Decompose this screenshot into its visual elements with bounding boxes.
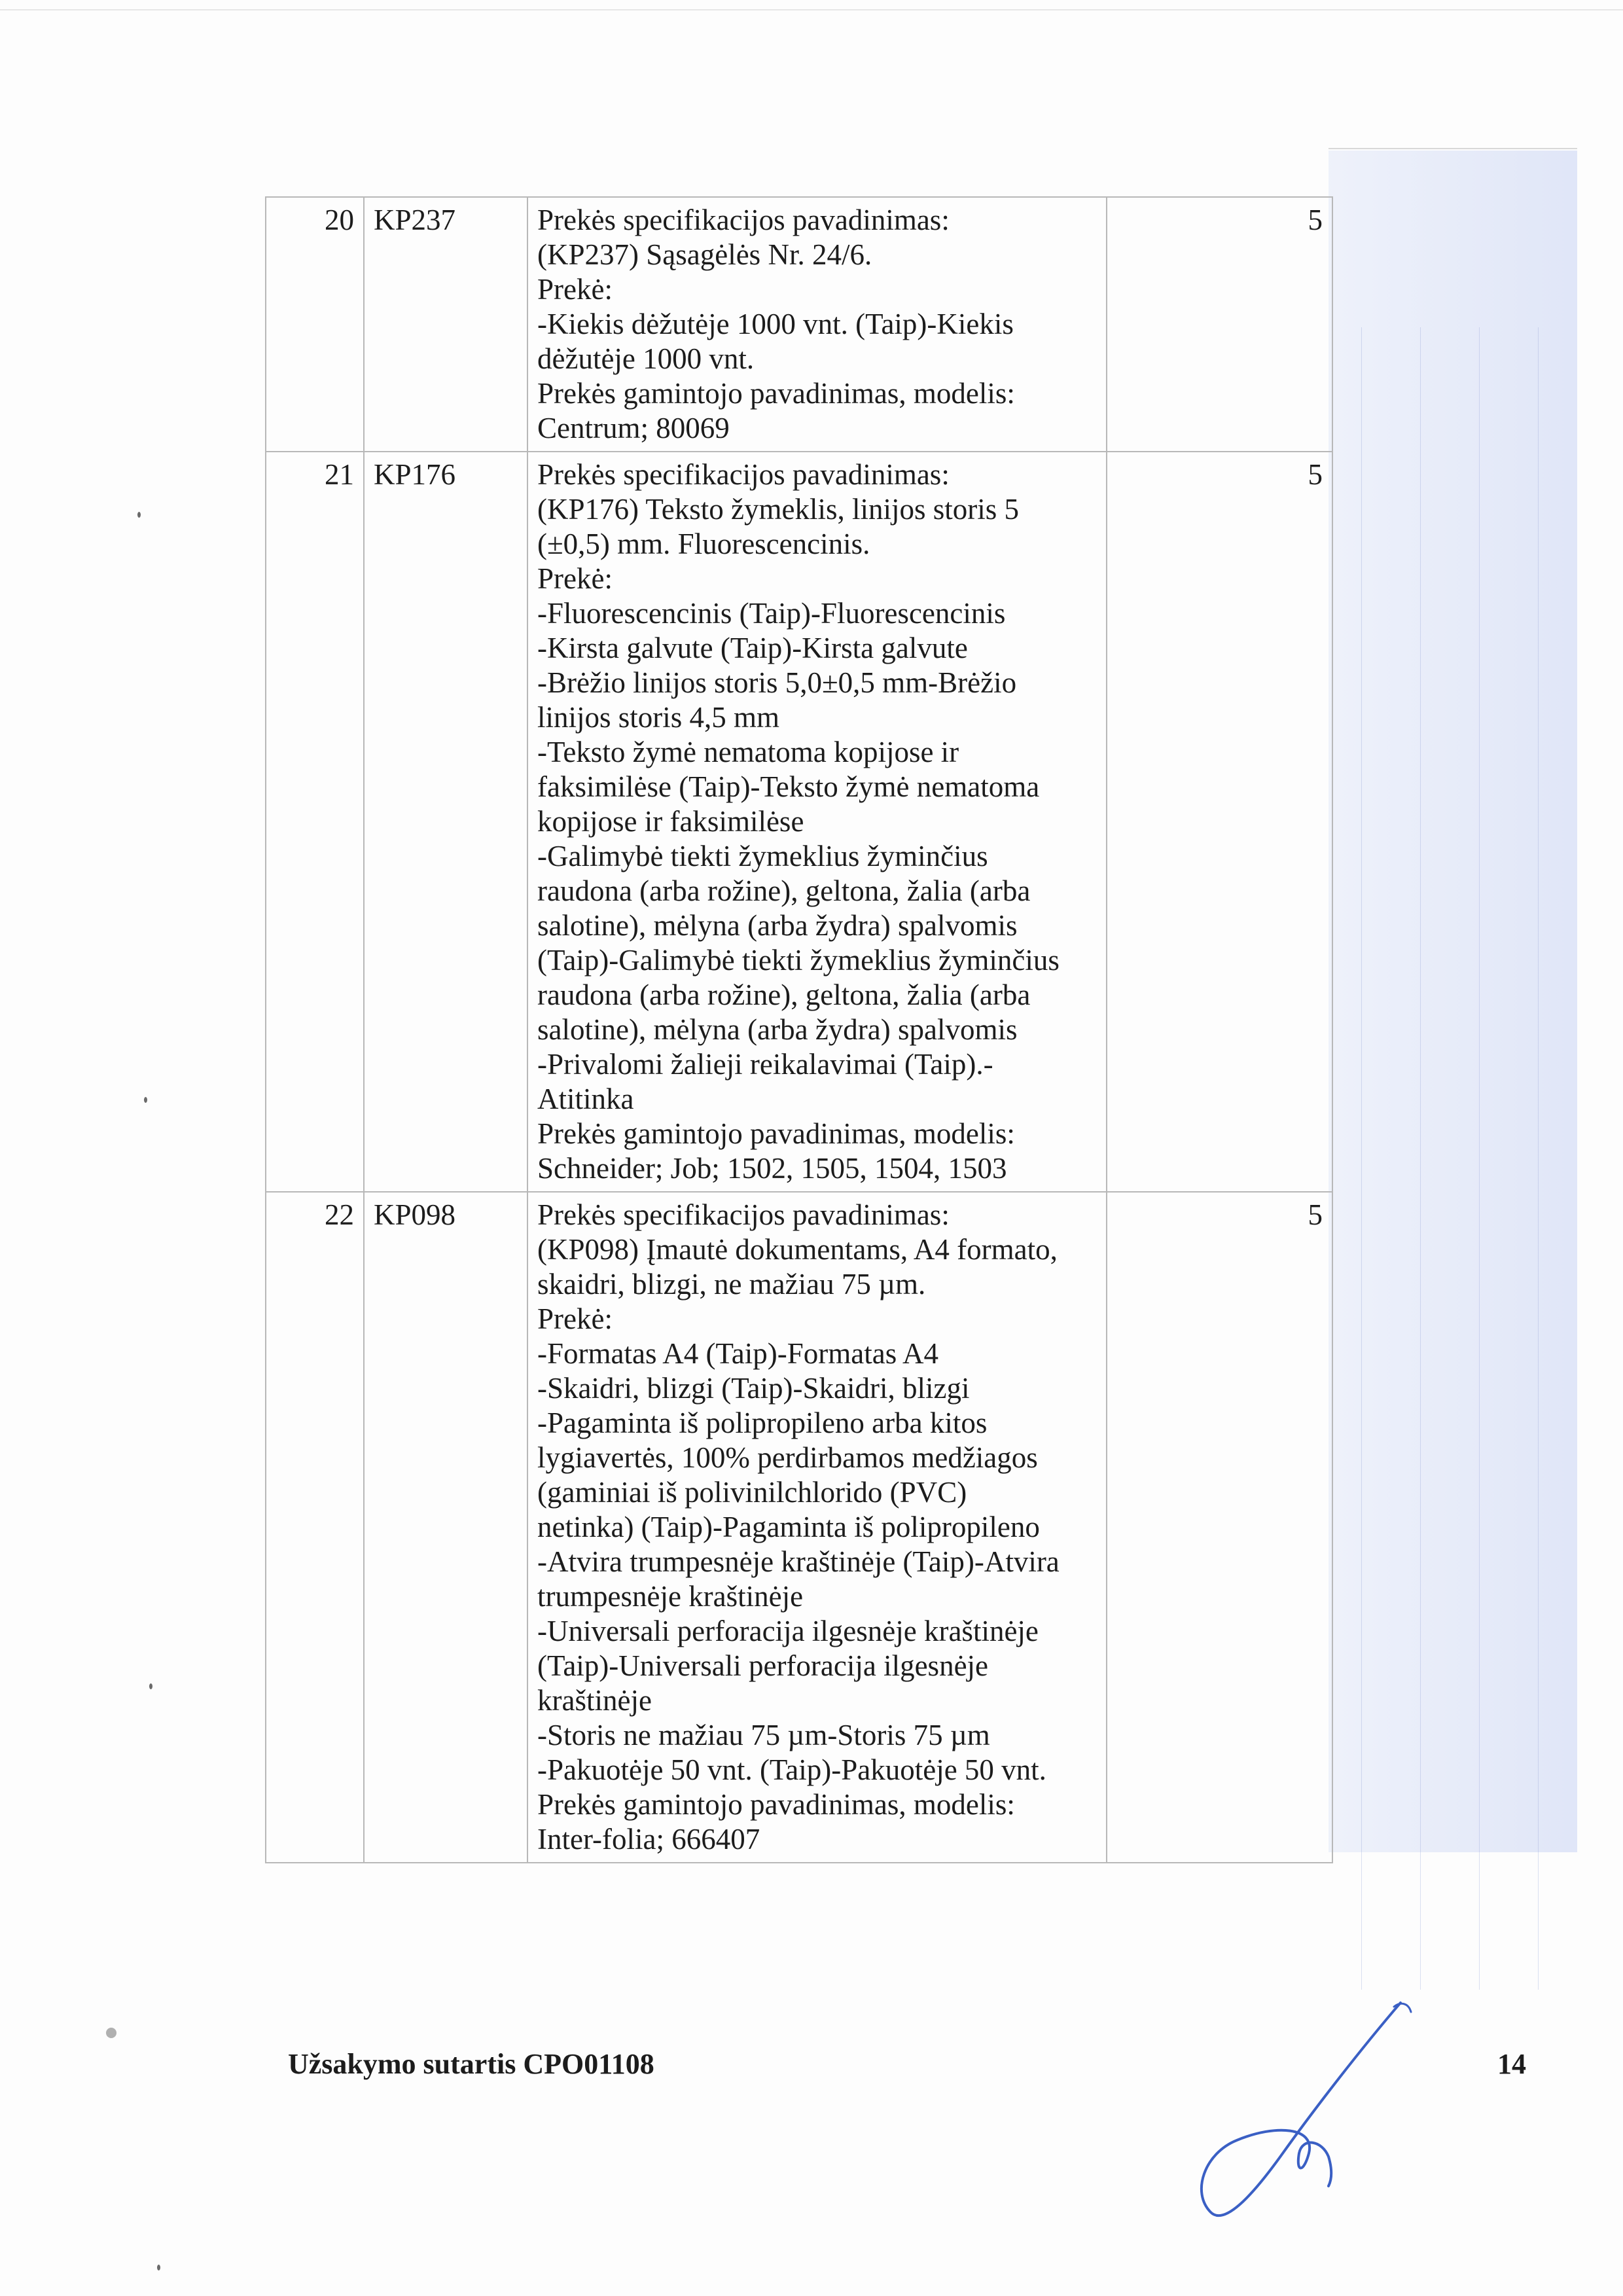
- product-specification: [527, 452, 1107, 1192]
- footer-contract-title: Užsakymo sutartis CPO01108: [288, 2048, 654, 2080]
- scan-speck: [144, 1097, 147, 1103]
- specification-line: Prekės specifikacijos pavadinimas:: [537, 1198, 950, 1231]
- specification-line: Prekė:: [537, 562, 613, 595]
- specification-line: raudona (arba rožine), geltona, žalia (arba: [537, 874, 1031, 907]
- specification-line: -Galimybė tiekti žymeklius žyminčius: [537, 840, 988, 872]
- specification-line: Atitinka: [537, 1083, 634, 1115]
- row-number: 21: [266, 452, 364, 1192]
- specification-line: faksimilėse (Taip)-Teksto žymė nematoma: [537, 770, 1040, 803]
- stamp-bleed-through: [1329, 151, 1577, 1852]
- specification-line: Inter-folia; 666407: [537, 1823, 760, 1856]
- specification-line: Schneider; Job; 1502, 1505, 1504, 1503: [537, 1152, 1007, 1185]
- specification-line: -Privalomi žalieji reikalavimai (Taip).-: [537, 1048, 993, 1081]
- specification-line: (gaminiai iš polivinilchlorido (PVC): [537, 1476, 967, 1509]
- specification-line: -Skaidri, blizgi (Taip)-Skaidri, blizgi: [537, 1372, 970, 1405]
- specification-line: trumpesnėje kraštinėje: [537, 1580, 804, 1613]
- scan-speck: [137, 512, 141, 518]
- specification-line: linijos storis 4,5 mm: [537, 701, 780, 734]
- product-code: KP237: [364, 197, 527, 452]
- table-row: [266, 197, 1332, 452]
- specification-line: -Pagaminta iš polipropileno arba kitos: [537, 1407, 988, 1439]
- quantity: 5: [1107, 1192, 1332, 1863]
- specification-line: (KP098) Įmautė dokumentams, A4 formato,: [537, 1233, 1058, 1266]
- specification-line: kopijose ir faksimilėse: [537, 805, 804, 838]
- specification-line: -Atvira trumpesnėje kraštinėje (Taip)-Atvira: [537, 1545, 1060, 1578]
- specification-table: [265, 196, 1333, 1863]
- specification-line: skaidri, blizgi, ne mažiau 75 µm.: [537, 1268, 926, 1300]
- specification-line: -Storis ne mažiau 75 µm-Storis 75 µm: [537, 1719, 990, 1751]
- specification-line: Prekės gamintojo pavadinimas, modelis:: [537, 1117, 1015, 1150]
- specification-line: raudona (arba rožine), geltona, žalia (arba: [537, 978, 1031, 1011]
- specification-line: (KP176) Teksto žymeklis, linijos storis 5: [537, 493, 1020, 526]
- page-number: 14: [1497, 2048, 1526, 2080]
- specification-line: (Taip)-Galimybė tiekti žymeklius žyminčius: [537, 944, 1060, 977]
- handwritten-signature: [1165, 1990, 1440, 2238]
- specification-line: -Brėžio linijos storis 5,0±0,5 mm-Brėžio: [537, 666, 1017, 699]
- specification-line: -Pakuotėje 50 vnt. (Taip)-Pakuotėje 50 vnt.: [537, 1753, 1046, 1786]
- specification-line: (Taip)-Universali perforacija ilgesnėje: [537, 1649, 989, 1682]
- specification-line: (KP237) Sąsagėlės Nr. 24/6.: [537, 238, 872, 271]
- table-row: [266, 452, 1332, 1192]
- quantity: 5: [1107, 452, 1332, 1192]
- specification-line: kraštinėje: [537, 1684, 652, 1717]
- specification-line: salotine), mėlyna (arba žydra) spalvomis: [537, 909, 1018, 942]
- specification-line: Prekės specifikacijos pavadinimas:: [537, 204, 950, 236]
- quantity: 5: [1107, 197, 1332, 452]
- specification-line: Prekės gamintojo pavadinimas, modelis:: [537, 1788, 1015, 1821]
- table-row: [266, 1192, 1332, 1863]
- specification-line: Prekė:: [537, 1302, 613, 1335]
- specification-line: -Fluorescencinis (Taip)-Fluorescencinis: [537, 597, 1006, 630]
- specification-line: lygiavertės, 100% perdirbamos medžiagos: [537, 1441, 1038, 1474]
- scan-speck: [149, 1683, 152, 1689]
- specification-table-body: [266, 197, 1332, 1863]
- product-specification: [527, 197, 1107, 452]
- scan-edge-line: [0, 9, 1623, 10]
- product-code: KP098: [364, 1192, 527, 1863]
- specification-line: -Kiekis dėžutėje 1000 vnt. (Taip)-Kiekis: [537, 308, 1014, 340]
- specification-line: salotine), mėlyna (arba žydra) spalvomis: [537, 1013, 1018, 1046]
- row-number: 20: [266, 197, 364, 452]
- scan-edge-line: [1329, 148, 1577, 149]
- specification-line: Prekės gamintojo pavadinimas, modelis:: [537, 377, 1015, 410]
- specification-line: -Formatas A4 (Taip)-Formatas A4: [537, 1337, 938, 1370]
- specification-line: -Universali perforacija ilgesnėje kraštinėje: [537, 1615, 1039, 1647]
- specification-line: netinka) (Taip)-Pagaminta iš polipropileno: [537, 1511, 1040, 1543]
- product-specification: [527, 1192, 1107, 1863]
- specification-line: -Kirsta galvute (Taip)-Kirsta galvute: [537, 632, 968, 664]
- row-number: 22: [266, 1192, 364, 1863]
- specification-line: (±0,5) mm. Fluorescencinis.: [537, 528, 870, 560]
- specification-line: dėžutėje 1000 vnt.: [537, 342, 755, 375]
- specification-line: Prekė:: [537, 273, 613, 306]
- scan-speck: [106, 2028, 116, 2038]
- specification-line: -Teksto žymė nematoma kopijose ir: [537, 736, 959, 768]
- scan-speck: [157, 2265, 160, 2270]
- specification-line: Prekės specifikacijos pavadinimas:: [537, 458, 950, 491]
- specification-line: Centrum; 80069: [537, 412, 730, 444]
- product-code: KP176: [364, 452, 527, 1192]
